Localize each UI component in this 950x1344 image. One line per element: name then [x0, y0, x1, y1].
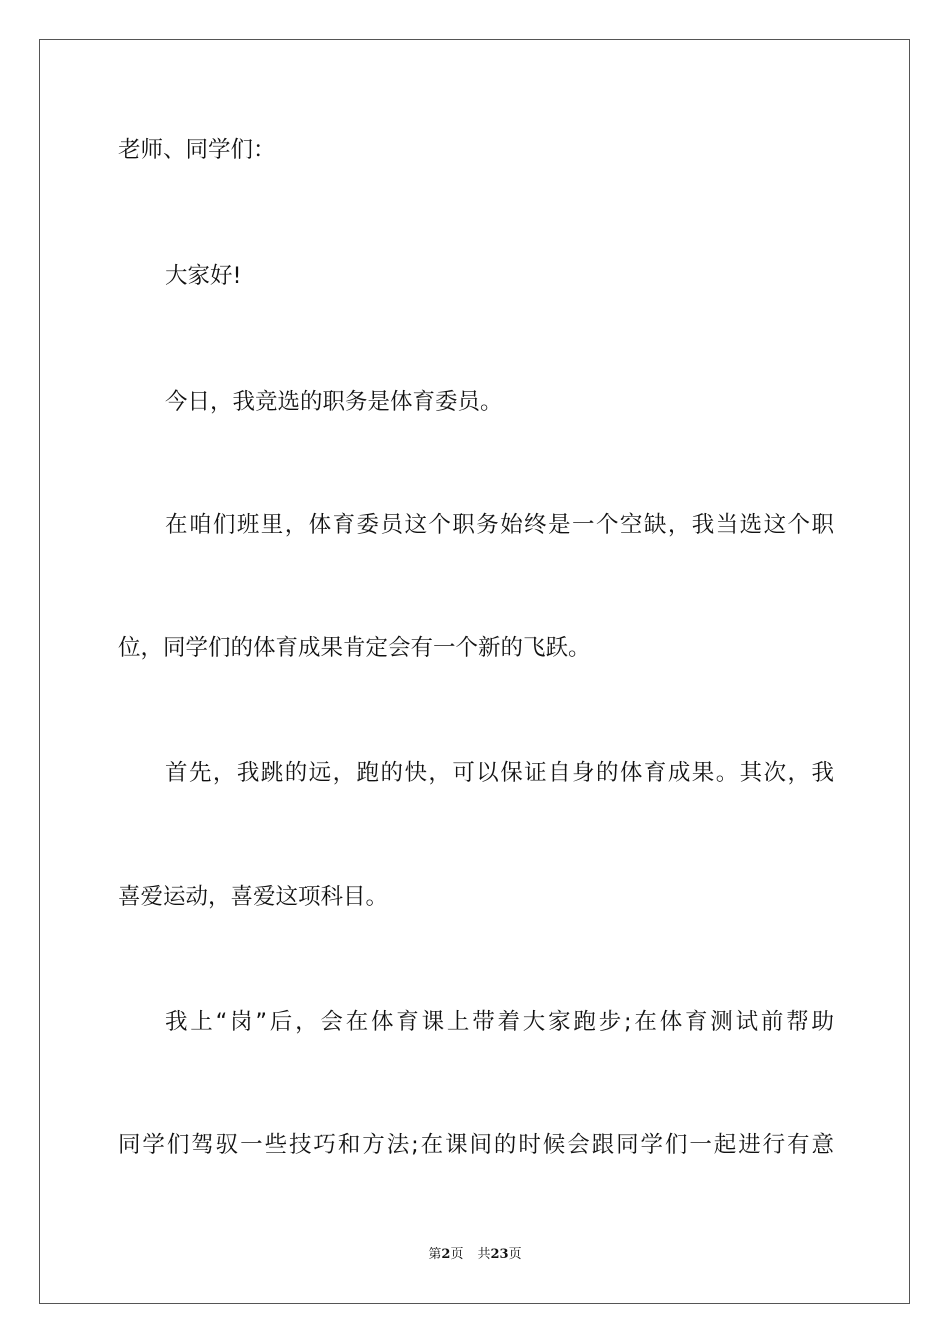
- total-pages: 23: [490, 1247, 509, 1262]
- paragraph-line: 在咱们班里，体育委员这个职务始终是一个空缺，我当选这个职: [165, 512, 834, 538]
- paragraph-line: 同学们驾驭一些技巧和方法;在课间的时候会跟同学们一起进行有意: [118, 1132, 834, 1158]
- page-prefix: 第: [428, 1247, 442, 1262]
- salutation-line: 老师、同学们：: [118, 137, 276, 163]
- page-frame: [39, 39, 910, 1304]
- page-footer: [0, 1246, 950, 1264]
- total-prefix: 共: [477, 1247, 491, 1262]
- greeting-line: 大家好!: [165, 263, 242, 289]
- paragraph-line: 喜爱运动，喜爱这项科目。: [118, 884, 389, 910]
- paragraph-line: 我上“岗”后，会在体育课上带着大家跑步;在体育测试前帮助: [165, 1009, 834, 1035]
- paragraph-line: 首先，我跳的远，跑的快，可以保证自身的体育成果。其次，我: [165, 760, 834, 786]
- page-number: 2: [441, 1247, 451, 1262]
- total-suffix: 页: [508, 1247, 522, 1262]
- paragraph-line: 今日，我竞选的职务是体育委员。: [165, 389, 503, 415]
- paragraph-line: 位，同学们的体育成果肯定会有一个新的飞跃。: [118, 635, 591, 661]
- page-suffix: 页: [450, 1247, 464, 1262]
